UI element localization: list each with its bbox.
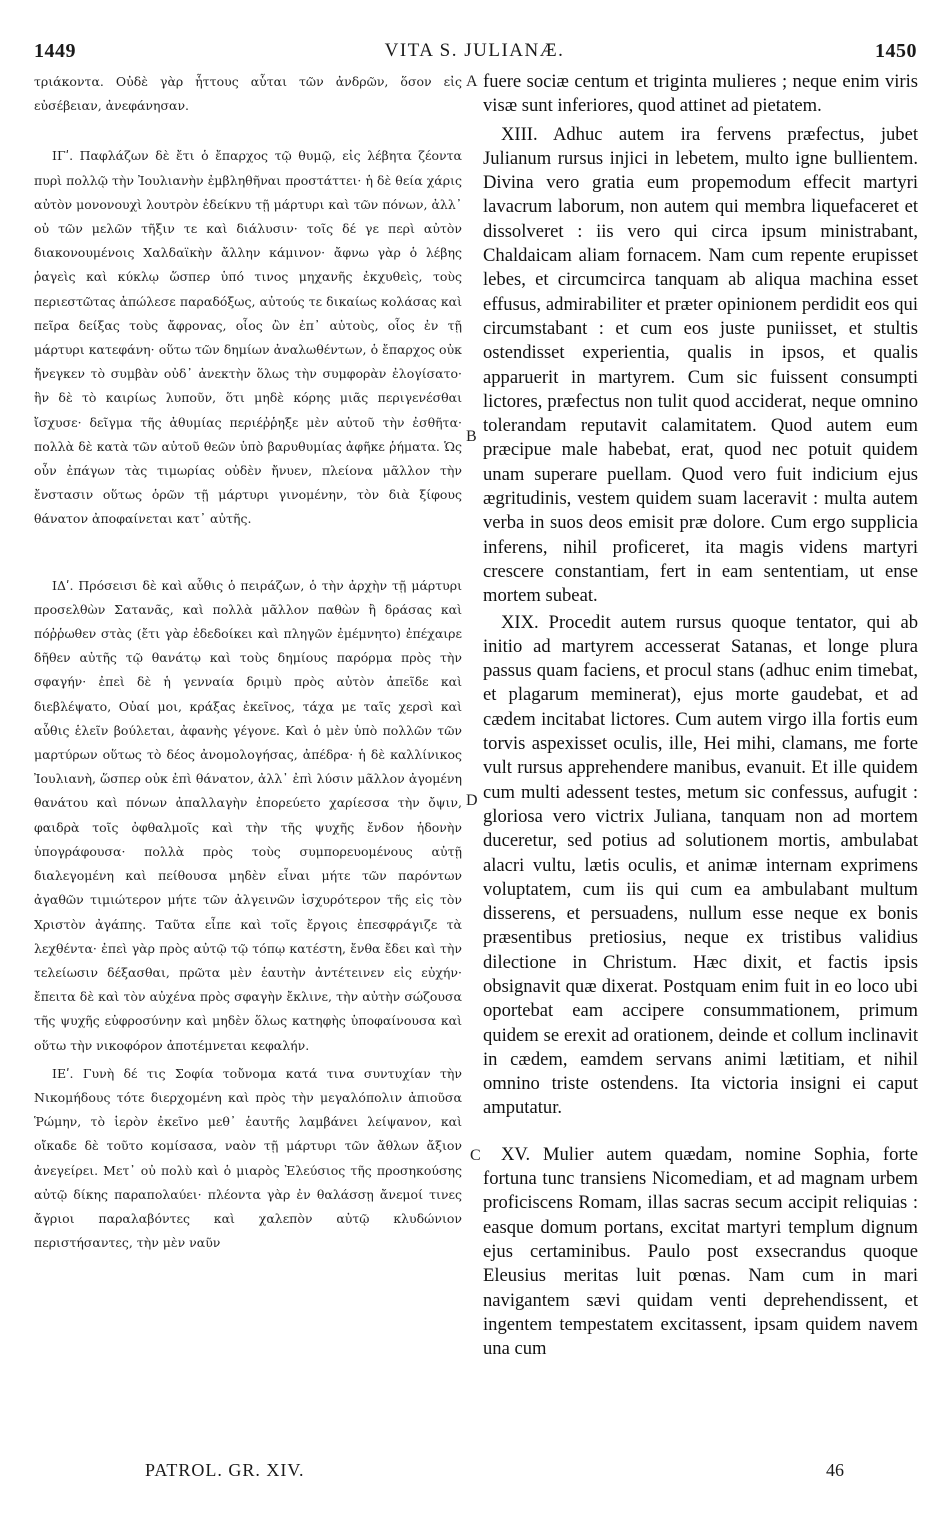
- margin-marker-a: A: [466, 73, 478, 90]
- margin-marker-b: B: [466, 428, 477, 445]
- greek-paragraph-intro: τριάκοντα. Οὐδὲ γὰρ ἧττους αὗται τῶν ἀνδρῶν, ὅσον εἰς εὐσέβειαν, ἀνεφάνησαν.: [34, 74, 462, 114]
- latin-paragraph-13: XIII. Adhuc autem ira fervens præfectus, jubet Julianum rursus injici in lebetem, multo igne bullientem. Divina vero gratia eum propemodum effecit martyri lavacrum laborum, non autem qui membra liquefaceret et dissolveret : iis vero qui circa ipsum ministrabant, Chaldaicam aliam fornacem. Nam cum repente erupisset lebes, et circumcirca tanquam ab aliqua machina esset effusus, admirabiliter et præter opinionem perdidit eos qui circumstabant : et cum eos juste puniisset, et stultis ostendisset experientia, qualis in ipsos, et qualis apparuerit in martyrem. Cum sic fuissent consumpti lictores, præfectus non tulit quod acciderat, neque omnino tolerandam reputavit calamitatem. Quod autem eum præcipue male habebat, erat, quod nec potuit quidem unam superare puellam. Quod vero fuit indicium ejus ægritudinis, vestem quidem suam laceravit : multa autem verba in suos deos emisit præ dolore. Cum ergo supplicia inferens, nihil proficeret, ita magis videns martyri crescere constantiam, fert in eam sententiam, ut ense mortem subeat.: [483, 123, 918, 607]
- greek-paragraph-13: ΙΓʹ. Παφλάζων δὲ ἔτι ὁ ἔπαρχος τῷ θυμῷ, εἰς λέβητα ζέοντα πυρὶ πολλῷ τὴν Ἰουλιανὴν ἐμβληθῆναι προστάττει· ἡ δὲ θεία χάρις αὐτὸν μονονουχὶ λουτρὸν ἐδείκνυ τῇ μάρτυρι καὶ τῶν πόνων, ἀλλ᾽ οὐ τῶν μελῶν τῆξιν τε καὶ διάλυσιν· τοῖς δέ γε περὶ αὐτὸν διακονουμένοις Χαλδαϊκὴν ἄλλην κάμινον· ἄφνω γὰρ ὁ λέβης ῥαγεὶς καὶ κύκλῳ ὥσπερ ὑπό τινος μηχανῆς ἐκχυθεὶς, τοὺς περιεστῶτας ἀπώλεσε παραδόξως, αὐτούς τε δικαίως κολάσας καὶ πεῖρα δείξας τοὺς ἄφρονας, οἷος ὢν ἐπ᾽ αὐτοὺς, οἷος ἐν τῇ μάρτυρι κατεφάνη· οὕτω τῶν δημίων ἀναλωθέντων, ὁ ἔπαρχος οὐκ ἤνεγκεν τὸ συμβὰν οὐδ᾽ ἀνεκτὴν ὅλως τὴν συμφορὰν ἐλογίσατο· ἣν δὲ τὸ καιρίως λυποῦν, ὅτι μηδὲ κόρης μιᾶς περιγενέσθαι ἴσχυσε· δεῖγμα τῆς ἀθυμίας περιέῤῥηξε μὲν αὐτοῦ τὴν ἐσθῆτα· πολλὰ δὲ κατὰ τῶν αὐτοῦ θεῶν ὑπὸ βαρυθυμίας ἀφῆκε ῥήματα. Ὡς οὖν ἐπάγων τὰς τιμωρίας οὐδὲν ἤνυεν, πλείονα μᾶλλον τὴν ἔνστασιν οὕτως ὁρῶν τῇ μάρτυρι γινομένην, τὸν διὰ ξίφους θάνατον ἀποφαίνεται κατ᾽ αὐτῆς.: [34, 148, 462, 527]
- greek-paragraph-15: ΙΕʹ. Γυνὴ δέ τις Σοφία τοὔνομα κατά τινα συντυχίαν τὴν Νικομήδους τότε διερχομένη καὶ πρὸς τὴν μεγαλόπολιν ἀπιοῦσα Ῥώμην, τὸ ἱερὸν ἐκεῖνο μεθ᾽ ἑαυτῆς λαμβάνει λείψανον, καὶ οἴκαδε δὲ τοῦτο κομίσασα, ναὸν τῇ μάρτυρι τῶν ἄθλων ἄξιον ἀνεγείρει. Μετ᾽ οὐ πολὺ καὶ ὁ μιαρὸς Ἐλεύσιος τῆς προσηκούσης αὐτῷ δίκης παραπολαύει· πλέοντα γὰρ ἐν θαλάσσῃ ἄνεμοί τινες ἄγριοι παραλαβόντες καὶ χαλεπὸν αὐτῷ κλυδώνιον περιστήσαντες, τὴν μὲν ναῦν: [34, 1065, 462, 1251]
- footer-number: 46: [826, 1460, 844, 1480]
- latin-paragraph-15: XV. Mulier autem quædam, nomine Sophia, forte fortuna tunc transiens Nicomediam, et ad magnam urbem proficiscens Romam, illas sacras secum accipit reliquias : easque domum portans, excitat martyri templum dignum ejus certaminibus. Paulo post exsecrandus quoque Eleusius meritas luit pœnas. Nam cum in mari navigantem sævi quidam venti deprehendissent, et ingentem tempestatem excitassent, ipsam quidem navem una cum: [483, 1143, 918, 1360]
- running-title: VITA S. JULIANÆ.: [384, 40, 565, 61]
- page-footer: [0, 1460, 949, 1484]
- latin-column: [483, 70, 918, 1361]
- left-page-number: 1449: [34, 40, 76, 62]
- greek-column: [34, 70, 462, 1255]
- footer-signature: PATROL. GR. XIV.: [145, 1460, 305, 1480]
- right-page-number: 1450: [875, 40, 917, 62]
- margin-marker-d: D: [466, 792, 478, 809]
- greek-paragraph-14: ΙΔʹ. Πρόσεισι δὲ καὶ αὖθις ὁ πειράζων, ὁ τὴν ἀρχὴν τῇ μάρτυρι προσελθὼν Σατανᾶς, καὶ πολλὰ μᾶλλον παθὼν ἢ δράσας καὶ πόῤῥωθεν στὰς (ἔτι γὰρ ἐδεδοίκει καὶ πληγῶν ἐμέμνητο) ἐπέχαιρε δῆθεν αὐτῆς τῷ θανάτῳ καὶ τοὺς δημίους παρόρμα πρὸς τὴν σφαγήν· ἐπεὶ δὲ ἡ γενναία δριμὺ πρὸς αὐτὸν ἀπεῖδε καὶ διεβλέψατο, Οὐαί μοι, κράξας ἐκεῖνος, τάχα με ταῖς χερσὶ καὶ αὖθις ἑλεῖν βούλεται, ἀφανὴς γέγονε. Καὶ ὁ μὲν ὑπὸ πολλῶν τῶν μαρτύρων οὕτως τὸ δέος ἀνομολογήσας, ἀπέδρα· ἡ δὲ καλλίνικος Ἰουλιανὴ, ὥσπερ οὐκ ἐπὶ θάνατον, ἀλλ᾽ ἐπὶ λύσιν μᾶλλον ἀγομένη θανάτου καὶ πόνων ἀπαλλαγὴν ἐπορεύετο χαρίεσσα τὴν ὄψιν, φαιδρὰ τοῖς ὀφθαλμοῖς καὶ τὴν τῆς ψυχῆς ἔνδον ἡδονὴν ὑπογράφουσα· πολλὰ πρὸς τοὺς συμπορευομένους αὐτῇ διαλεγομένη καὶ πείθουσα μηδὲν εἶναι μήτε τῶν παρόντων ἀγαθῶν τιμιώτερον μήτε τῶν ἀλγεινῶν ἰσχυρότερον τῆς εἰς τὸν Χριστὸν ἀγάπης. Ταῦτα εἶπε καὶ τοῖς ἔργοις ἐπεσφράγιζε τὰ λεχθέντα· ἐπεὶ γὰρ πρὸς αὐτῷ τῷ τόπῳ κατέστη, ἔνθα ἔδει καὶ τὴν τελείωσιν δέξασθαι, πρῶτα μὲν ἑαυτὴν ἀντέτεινεν εἰς εὐχήν· ἔπειτα δὲ καὶ τὸν αὐχένα πρὸς σφαγὴν ἔκλινε, τὴν αὐτὴν σώζουσα τῆς ψυχῆς εὐφροσύνην καὶ μηδὲν ὅλως κατηφὴς ὑποφαίνουσα καὶ οὕτω τὴν νικοφόρον ἀποτέμνεται κεφαλήν.: [34, 577, 462, 1053]
- latin-paragraph-14: XIX. Procedit autem rursus quoque tentator, qui ab initio ad martyrem accesserat Satanas, et longe plura passus quam faciens, et procul stans (adhuc enim timebat, et plagarum meminerat), ejus morte gaudebat, et ad cædem incitabat lictores. Cum autem virgo illa fortis eum torvis aspexisset oculis, ille, Hei mihi, clamans, me forte vult rursus apprehendere manibus, evanuit. Et ille quidem cum multi adessent testes, metum sic confessus, aufugit : gloriosa vero victrix Juliana, tanquam non ad mortem duceretur, sed potius ad solutionem mortis, ambulabat alacri vultu, lætis oculis, et animæ internam exprimens voluptatem, cum iis qui cum ea ambulabant multum disserens, et persuadens, nullum esse neque ex bonis præsentibus pretiosius, neque ex tristibus validius dilectione in Christum. Hæc dixit, et factis ipsis obsignavit quæ dixerat. Postquam enim fuit in eo loco ubi oportebat eam accipere consummationem, primum quidem se erexit ad orationem, deinde et collum inclinavit in cædem, eamdem servans animi lætitiam, et nihil omnino triste ostendens. Ita victoria insigni ei caput amputatur.: [483, 611, 918, 1119]
- margin-marker-c: C: [470, 1147, 481, 1164]
- page-header: [0, 40, 949, 64]
- latin-paragraph-intro: fuere sociæ centum et triginta mulieres ; neque enim viris visæ sunt inferiores, quod attinet ad pietatem.: [483, 71, 918, 117]
